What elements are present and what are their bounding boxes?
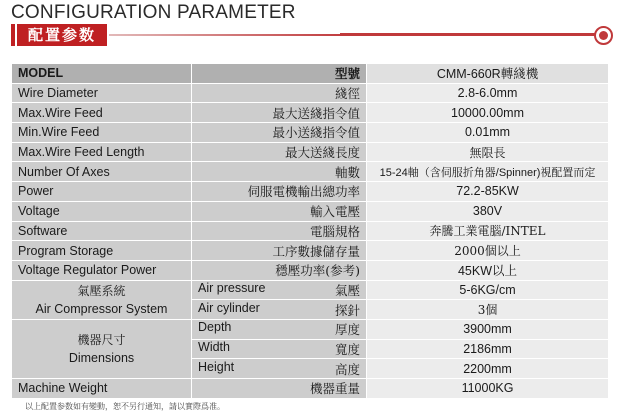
- table-row: [12, 221, 609, 241]
- sub-cn: 探針: [335, 302, 361, 318]
- row-cn: 機器重量: [192, 379, 367, 399]
- table-row: [12, 142, 609, 162]
- row-cn: 穩壓功率(参考): [192, 260, 367, 280]
- sub-label: Height: [198, 359, 235, 374]
- sub-label: Depth: [198, 320, 232, 335]
- table-row: [12, 260, 609, 280]
- row-cn: 最大送綫指令值: [192, 103, 367, 123]
- table-row: [12, 241, 609, 261]
- row-label: Min.Wire Feed: [12, 123, 192, 143]
- row-label: Program Storage: [12, 241, 192, 261]
- config-table: [11, 63, 609, 399]
- row-value: 無限長: [367, 142, 609, 162]
- row-cn: [192, 319, 367, 339]
- air-group-en: Air Compressor System: [35, 301, 168, 316]
- row-label: Number Of Axes: [12, 162, 192, 182]
- row-label: Max.Wire Feed: [12, 103, 192, 123]
- row-value: 0.01mm: [367, 123, 609, 143]
- row-label: Max.Wire Feed Length: [12, 142, 192, 162]
- table-row: [12, 319, 609, 339]
- row-cn: [192, 280, 367, 300]
- row-label: Wire Diameter: [12, 83, 192, 103]
- row-value: 2200mm: [367, 359, 609, 379]
- row-value: 72.2-85KW: [367, 182, 609, 202]
- row-value: 380V: [367, 201, 609, 221]
- row-cn: [192, 359, 367, 379]
- row-cn: 最小送綫指令值: [192, 123, 367, 143]
- row-value: 2.8-6.0mm: [367, 83, 609, 103]
- table-row: [12, 280, 609, 300]
- header-label: MODEL: [12, 64, 192, 84]
- sub-label: Width: [198, 339, 230, 354]
- header-rule-right: [340, 33, 602, 36]
- row-cn: [192, 300, 367, 320]
- air-group-cn: 氣壓系統: [77, 283, 126, 298]
- sub-cn: 氣壓: [335, 282, 361, 298]
- row-cn: 電腦規格: [192, 221, 367, 241]
- table-row: [12, 83, 609, 103]
- row-cn: 軸數: [192, 162, 367, 182]
- row-value: 11000KG: [367, 379, 609, 399]
- sub-cn: 寬度: [335, 341, 361, 357]
- table-row: [12, 182, 609, 202]
- row-label: Power: [12, 182, 192, 202]
- row-label: Machine Weight: [12, 379, 192, 399]
- row-value: 45KW以上: [367, 260, 609, 280]
- row-cn: 綫徑: [192, 83, 367, 103]
- header-rule-left: [109, 34, 349, 36]
- page-header: [0, 0, 620, 56]
- row-cn: 輸入電壓: [192, 201, 367, 221]
- row-value: 15-24軸（含伺服折角器/Spinner)視配置而定: [367, 162, 609, 182]
- dim-group-en: Dimensions: [68, 350, 135, 365]
- row-value: 3900mm: [367, 319, 609, 339]
- table-row: [12, 123, 609, 143]
- row-label: Software: [12, 221, 192, 241]
- footnote: 以上配置参数如有變動，恕不另行通知，請以實際爲准。: [25, 402, 225, 411]
- sub-label: Air pressure: [198, 280, 266, 295]
- table-row: [12, 379, 609, 399]
- sub-cn: 高度: [335, 361, 361, 377]
- row-label: Voltage Regulator Power: [12, 260, 192, 280]
- page-title: CONFIGURATION PARAMETER: [11, 2, 296, 23]
- sub-cn: 厚度: [335, 322, 361, 338]
- row-value: 10000.00mm: [367, 103, 609, 123]
- row-value: 5-6KG/cm: [367, 280, 609, 300]
- header-cn: 型號: [192, 64, 367, 84]
- table-row: [12, 162, 609, 182]
- row-cn: 工序數據儲存量: [192, 241, 367, 261]
- row-cn: 伺服電機輸出總功率: [192, 182, 367, 202]
- row-cn: [192, 339, 367, 359]
- header-rule-dot-icon: [594, 26, 613, 45]
- header-value: CMM-660R轉綫機: [367, 64, 609, 84]
- section-badge: 配置参数: [17, 24, 107, 46]
- row-label: Voltage: [12, 201, 192, 221]
- sub-label: Air cylinder: [198, 300, 260, 315]
- row-value: 2186mm: [367, 339, 609, 359]
- row-value: 3個: [367, 300, 609, 320]
- air-group-cell: [12, 280, 192, 319]
- table-row: [12, 201, 609, 221]
- row-cn: 最大送綫長度: [192, 142, 367, 162]
- dim-group-cn: 機器尺寸: [77, 332, 126, 347]
- row-value: 2000個以上: [367, 241, 609, 261]
- row-value: 奔騰工業電腦/INTEL: [367, 221, 609, 241]
- dim-group-cell: [12, 319, 192, 378]
- table-row: [12, 103, 609, 123]
- table-header-row: [12, 64, 609, 84]
